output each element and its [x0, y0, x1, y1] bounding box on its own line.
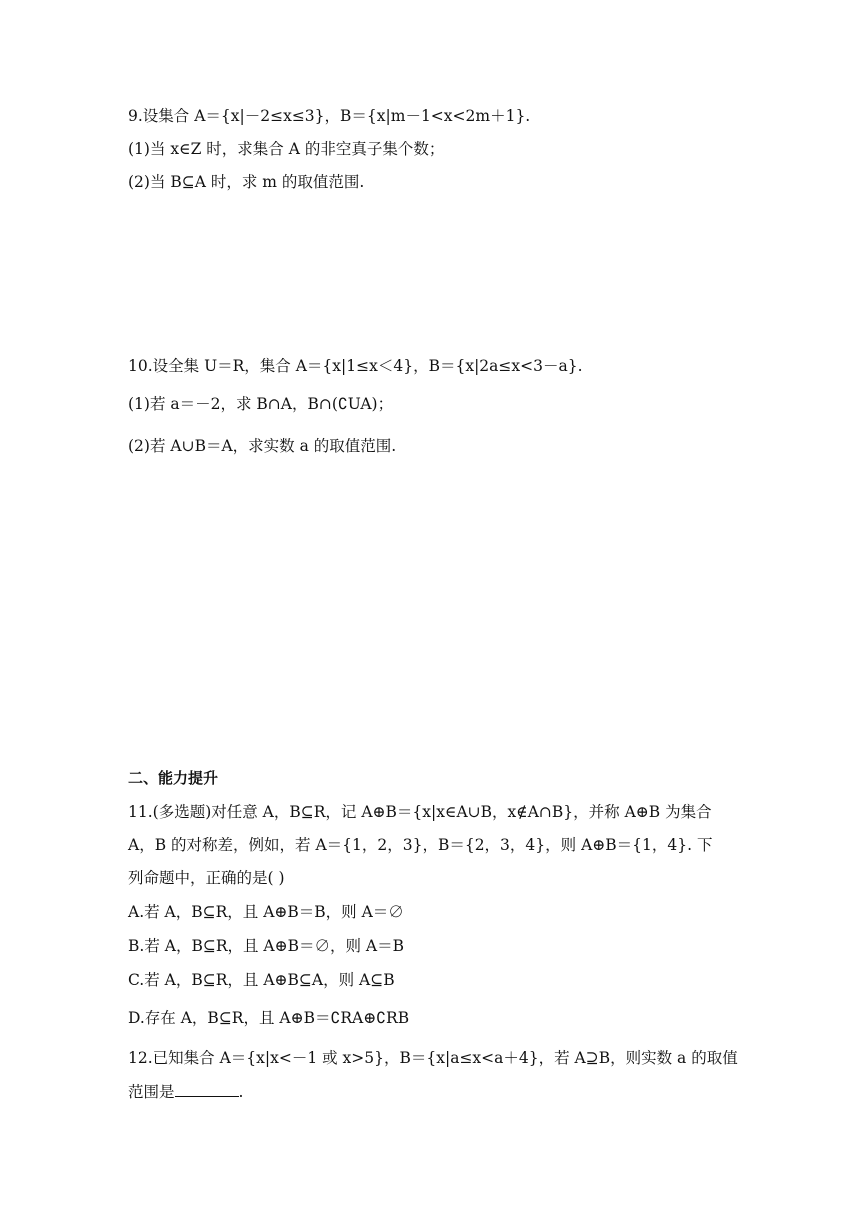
q10-part1: (1)若 a＝－2，求 B∩A，B∩(∁UA)；	[128, 395, 394, 413]
q12-line2-prefix: 范围是	[128, 1083, 175, 1101]
q9-part2: (2)当 B⊆A 时，求 m 的取值范围.	[128, 173, 365, 191]
q12-line2	[128, 1082, 243, 1102]
answer-blank	[175, 1082, 239, 1097]
q10-stem: 10.设全集 U＝R，集合 A＝{x|1≤x＜4}，B＝{x|2a≤x<3－a}.	[128, 357, 583, 375]
q11-line1: 11.(多选题)对任意 A，B⊆R，记 A⊕B＝{x|x∈A∪B，x∉A∩B}，并称 A⊕B 为集合	[128, 803, 712, 821]
q11-option-b: B.若 A，B⊆R，且 A⊕B＝∅，则 A＝B	[128, 937, 404, 955]
q12-line2-suffix: .	[238, 1083, 244, 1101]
q9-stem: 9.设集合 A＝{x|－2≤x≤3}，B＝{x|m－1<x<2m＋1}.	[128, 107, 531, 125]
q11-line2: A，B 的对称差，例如，若 A＝{1，2，3}，B＝{2，3，4}，则 A⊕B＝{1，4}. 下	[128, 836, 713, 854]
q11-option-a: A.若 A，B⊆R，且 A⊕B＝B，则 A＝∅	[128, 903, 404, 921]
q10-part2: (2)若 A∪B＝A，求实数 a 的取值范围.	[128, 437, 397, 455]
q9-part1: (1)当 x∈Z 时，求集合 A 的非空真子集个数；	[128, 140, 445, 158]
q11-option-d: D.存在 A，B⊆R，且 A⊕B＝∁RA⊕∁RB	[128, 1009, 410, 1027]
section-title: 二、能力提升	[128, 769, 219, 787]
q11-line3: 列命题中，正确的是( )	[128, 869, 285, 887]
q11-option-c: C.若 A，B⊆R，且 A⊕B⊆A，则 A⊆B	[128, 971, 395, 989]
q12-line1: 12.已知集合 A＝{x|x<－1 或 x>5}，B＝{x|a≤x<a＋4}，若 A⊇B，则实数 a 的取值	[128, 1049, 738, 1067]
